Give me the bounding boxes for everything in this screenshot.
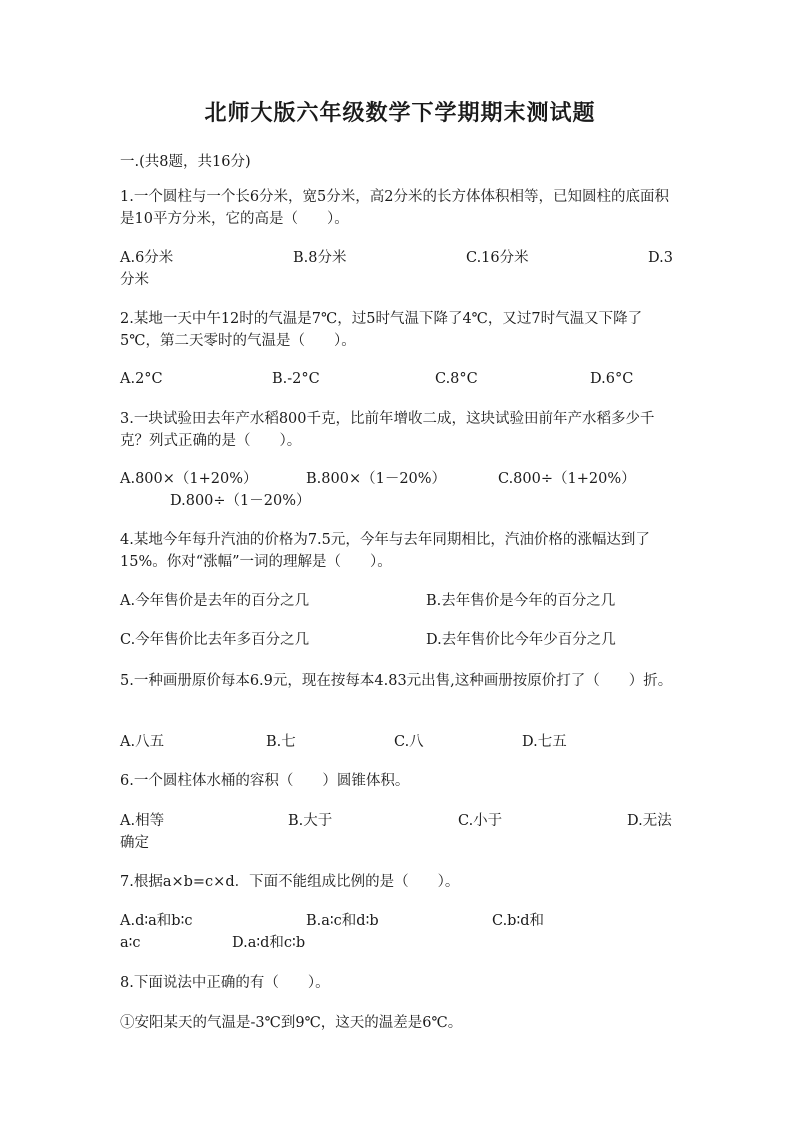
- option-a: A.d∶a和b∶c: [120, 913, 193, 929]
- option-a: A.2°C: [120, 371, 163, 387]
- option-c: C.8°C: [435, 371, 478, 387]
- question-8: 8.下面说法中正确的有（ ）。: [120, 975, 330, 991]
- option-b: B.-2°C: [272, 371, 320, 387]
- option-a: A.800×（1+20%）: [120, 471, 258, 487]
- option-a: A.6分米: [120, 250, 174, 266]
- option-b: B.800×（1－20%）: [306, 471, 447, 487]
- question-7-options: [120, 910, 676, 954]
- question-4-options-row-1: [120, 590, 676, 612]
- option-a: A.相等: [120, 813, 165, 829]
- option-d: D.七五: [522, 734, 567, 750]
- option-c: C.16分米: [466, 250, 529, 266]
- question-1-options: [120, 247, 676, 291]
- option-c: C.b∶d和: [492, 913, 545, 929]
- option-b: B.大于: [288, 813, 333, 829]
- section-heading: 一.(共8题，共16分): [120, 154, 251, 170]
- option-b: B.七: [266, 734, 296, 750]
- option-d: D.6°C: [590, 371, 634, 387]
- option-d: D.a∶d和c∶b: [232, 935, 306, 951]
- option-a: A.今年售价是去年的百分之几: [120, 593, 310, 609]
- option-b: B.8分米: [293, 250, 347, 266]
- page-title: 北师大版六年级数学下学期期末测试题: [204, 100, 596, 126]
- option-d-continued: 确定: [120, 835, 149, 851]
- question-7: 7.根据a×b=c×d．下面不能组成比例的是（ ）。: [120, 874, 460, 890]
- option-d-continued: 分米: [120, 272, 149, 288]
- option-d: D.无法: [627, 813, 672, 829]
- question-3: 3.一块试验田去年产水稻800千克，比前年增收二成，这块试验田前年产水稻多少千克？列式正确的是（ ）。: [120, 411, 655, 449]
- option-c: C.800÷（1+20%）: [498, 471, 636, 487]
- option-c: C.八: [394, 734, 424, 750]
- option-b: B.a∶c和d∶b: [306, 913, 379, 929]
- question-6-options: [120, 810, 676, 854]
- question-1: 1.一个圆柱与一个长6分米，宽5分米，高2分米的长方体体积相等，已知圆柱的底面积是10平方分米，它的高是（ ）。: [120, 189, 670, 227]
- option-d: D.去年售价比今年少百分之几: [426, 632, 616, 648]
- question-4-options-row-2: [120, 629, 676, 651]
- question-3-options: [120, 468, 676, 512]
- option-c: C.小于: [458, 813, 503, 829]
- option-b: B.去年售价是今年的百分之几: [426, 593, 616, 609]
- option-d: D.3: [648, 250, 673, 266]
- option-c: C.今年售价比去年多百分之几: [120, 632, 310, 648]
- question-8-statement-1: ①安阳某天的气温是-3℃到9℃，这天的温差是6℃。: [120, 1015, 463, 1031]
- question-2-options: [120, 368, 676, 412]
- option-a: A.八五: [120, 734, 165, 750]
- question-2: 2.某地一天中午12时的气温是7℃，过5时气温下降了4℃，又过7时气温又下降了5℃，第二天零时的气温是（ ）。: [120, 311, 643, 349]
- question-4: 4.某地今年每升汽油的价格为7.5元，今年与去年同期相比，汽油价格的涨幅达到了15%。你对“涨幅”一词的理解是（ ）。: [120, 532, 650, 570]
- option-d: D.800÷（1－20%）: [170, 493, 311, 509]
- question-5-options: [120, 731, 676, 775]
- question-5: 5.一种画册原价每本6.9元，现在按每本4.83元出售,这种画册按原价打了（ ）折。: [120, 673, 673, 689]
- option-c-continued: a∶c: [120, 935, 141, 951]
- question-6: 6.一个圆柱体水桶的容积（ ）圆锥体积。: [120, 773, 410, 789]
